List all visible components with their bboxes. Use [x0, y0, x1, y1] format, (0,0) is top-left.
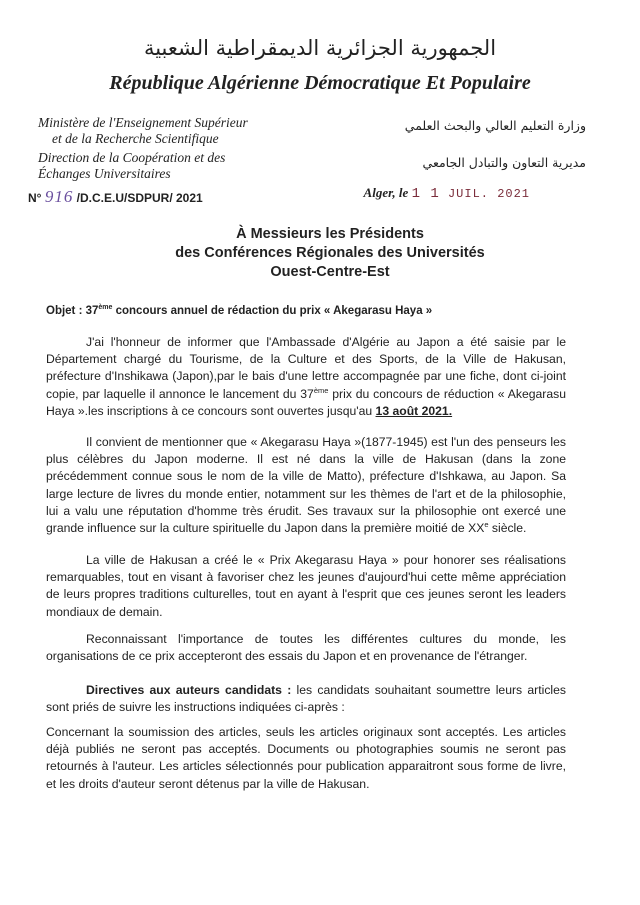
ministry-line1: Ministère de l'Enseignement Supérieur — [38, 115, 248, 130]
paragraph-1-sup: ème — [313, 385, 329, 395]
reference-number — [28, 187, 203, 207]
reference-prefix: N° — [28, 191, 42, 205]
addressee-line3: Ouest-Centre-Est — [270, 264, 390, 280]
subject-label: Objet : 37 — [46, 304, 99, 317]
ministry-block — [38, 115, 268, 147]
paragraph-6-text: Concernant la soumission des articles, seuls les articles originaux sont acceptés. Les articles déjà publiés ne seront pas acceptés. Documents ou photographies soumis ne seront pas retournés à l'auteur. Les articles sélectionnés pour publication apparaitront sous forme de livre, et les droits d'auteur seront détenus par la ville de Hakusan. — [46, 725, 566, 791]
paragraph-2 — [46, 434, 566, 537]
paragraph-4 — [46, 631, 566, 665]
paragraph-3 — [46, 552, 566, 621]
paragraph-5 — [46, 682, 566, 716]
paragraph-1-text-b: prix du concours de réduction « Akegarasu Haya ».les inscriptions à ce concours sont ouvertes jusqu'au — [46, 386, 566, 418]
paragraph-2-text-a: Il convient de mentionner que « Akegarasu Haya »(1877-1945) est l'un des penseurs les plus célèbres du Japon moderne. Il est né dans la ville de Hakusan (dans la zone précédemment connue sous le nom de la ville de Matto), préfecture d'Ishkawa, au Japon. Sa large lecture de livres du monde entier, notamment sur les thèmes de l'art et de la philosophie, lui a valu une réputation d'homme très érudit. Ses travaux sur la philosophie ont exercé une grande influence sur la culture spirituelle du Japon dans la première moitié de XX — [46, 435, 566, 536]
subject-line — [46, 304, 432, 317]
subject-sup: ème — [98, 304, 113, 311]
header-title-french: République Algérienne Démocratique Et Populaire — [109, 72, 531, 94]
ministry-line2: et de la Recherche Scientifique — [52, 131, 219, 146]
direction-block — [38, 150, 268, 182]
direction-line1: Direction de la Coopération et des — [38, 150, 226, 165]
reference-suffix: /D.C.E.U/SDPUR/ 2021 — [76, 191, 203, 205]
paragraph-2-sup: e — [484, 519, 489, 529]
paragraph-6 — [46, 724, 566, 793]
paragraph-5-text: les candidats souhaitant soumettre leurs articles sont priés de suivre les instructions indiquées ci-après : — [46, 683, 566, 715]
date-place: Alger, le — [363, 185, 409, 200]
addressee-block — [120, 225, 540, 282]
paragraph-1 — [46, 334, 566, 420]
letter-date — [364, 185, 530, 202]
paragraph-1-deadline: 13 août 2021. — [375, 403, 453, 418]
date-stamp — [412, 187, 530, 201]
date-stamp-month-year: JUIL. 2021 — [447, 187, 530, 201]
paragraph-4-text: Reconnaissant l'importance de toutes les différentes cultures du monde, les organisations de ce prix accepteront des essais du Japon et en provenance de l'étranger. — [46, 632, 566, 664]
date-stamp-day: 1 1 — [411, 186, 440, 202]
header-title-arabic: الجمهورية الجزائرية الديمقراطية الشعبية — [143, 36, 497, 60]
paragraph-3-text: La ville de Hakusan a créé le « Prix Akegarasu Haya » pour honorer ses réalisations remarquables, tout en visant à favoriser chez les jeunes d'aujourd'hui cette même appréciation de leurs propres traditions culturelles, tout en ayant à l'esprit que ces jeunes seront les leaders mondiaux de demain. — [46, 553, 566, 619]
subject-text: concours annuel de rédaction du prix « Akegarasu Haya » — [112, 304, 433, 317]
paragraph-5-label: Directives aux auteurs candidats : — [86, 683, 292, 697]
paragraph-2-text-b: siècle. — [488, 521, 527, 536]
reference-handwritten-number: 916 — [44, 187, 74, 206]
direction-line2: Échanges Universitaires — [38, 166, 171, 181]
direction-arabic: مديرية التعاون والتبادل الجامعي — [422, 155, 586, 170]
addressee-line1: À Messieurs les Présidents — [236, 226, 424, 242]
ministry-arabic: وزارة التعليم العالي والبحث العلمي — [404, 118, 586, 133]
addressee-line2: des Conférences Régionales des Universités — [175, 245, 485, 261]
paragraph-1-text-a: J'ai l'honneur de informer que l'Ambassade d'Algérie au Japon a été saisie par le Département chargé du Tourisme, de la Culture et des Sports, de la Ville de Hakusan, préfecture d'Inshikawa (Japon),par le bais d'une lettre accompagnée par une fiche, dont ci-joint copie, par laquelle il annonce le lancement du 37 — [46, 335, 566, 401]
